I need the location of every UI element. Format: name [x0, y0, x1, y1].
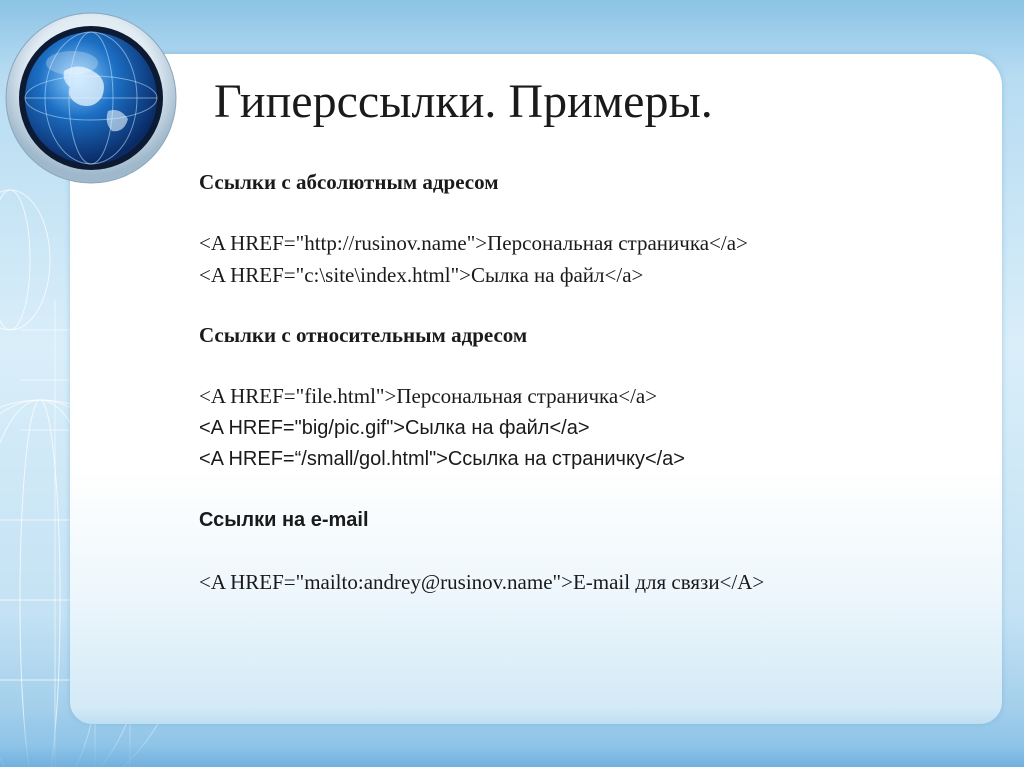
code-line: <A HREF=“/small/gol.html">Ссылка на страничку</a>	[199, 448, 685, 470]
section-heading-relative: Ссылки с относительным адресом	[199, 323, 528, 347]
section-heading-email: Ссылки на e-mail	[199, 509, 369, 531]
globe-icon	[4, 11, 178, 185]
code-line: <A HREF="http://rusinov.name">Персональная страничка</a>	[199, 231, 748, 255]
section-heading-absolute: Ссылки с абсолютным адресом	[199, 170, 499, 194]
code-line: <A HREF="mailto:andrey@rusinov.name">E-mail для связи</A>	[199, 570, 765, 594]
slide-title: Гиперссылки. Примеры.	[214, 75, 713, 128]
code-line: <A HREF="file.html">Персональная страничка</a>	[199, 384, 658, 408]
code-line: <A HREF="c:\site\index.html">Сылка на файл</a>	[199, 263, 644, 287]
code-line: <A HREF="big/pic.gif">Сылка на файл</a>	[199, 417, 590, 439]
bottom-decor-band	[0, 709, 1024, 767]
